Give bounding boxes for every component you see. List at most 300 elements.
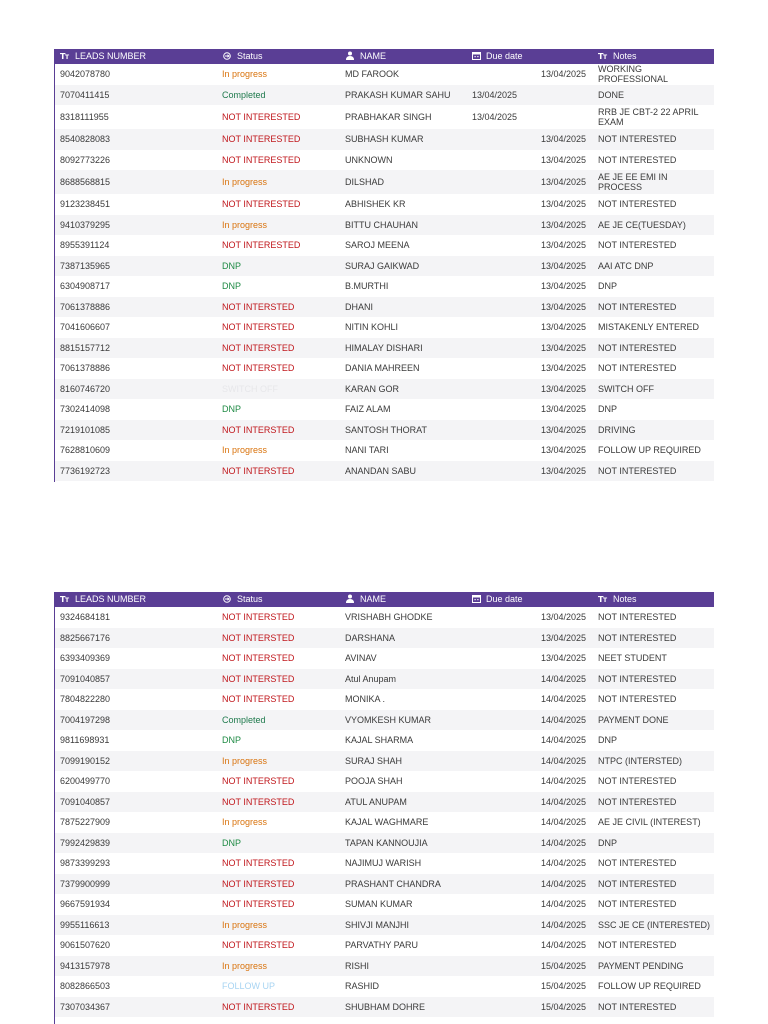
due-date-cell[interactable] — [466, 751, 532, 772]
name-cell[interactable]: ABHISHEK KR — [345, 199, 406, 210]
due-date-cell[interactable] — [466, 771, 532, 792]
notes-cell[interactable]: NOT INTERESTED — [598, 899, 677, 910]
notes-cell[interactable]: NOT INTERESTED — [598, 940, 677, 951]
leads-number-cell[interactable]: 9410379295 — [54, 215, 216, 236]
due-date-cell[interactable]: 15/04/2025 — [532, 997, 592, 1018]
leads-number-cell[interactable]: 7070411415 — [54, 85, 216, 106]
due-date-cell[interactable]: 14/04/2025 — [532, 792, 592, 813]
due-date-cell[interactable] — [466, 894, 532, 915]
leads-number-cell[interactable]: 8540828083 — [54, 129, 216, 150]
name-cell[interactable]: BITTU CHAUHAN — [339, 215, 466, 236]
header-name[interactable] — [339, 49, 466, 64]
name-cell[interactable]: HIMALAY DISHARI — [339, 338, 466, 359]
name-cell[interactable]: TAPAN KANNOUJIA — [339, 833, 466, 854]
due-date-cell[interactable] — [466, 792, 532, 813]
table-row[interactable] — [54, 915, 714, 936]
leads-number-cell[interactable]: 7992429839 — [54, 833, 216, 854]
notes-cell[interactable]: AE JE EE EMI IN PROCESS — [592, 170, 714, 194]
due-date-cell[interactable]: 14/04/2025 — [532, 710, 592, 731]
table-body — [54, 607, 714, 1017]
leads-number-cell[interactable]: 9413157978 — [54, 956, 216, 977]
table-row[interactable] — [54, 648, 714, 669]
due-date-cell[interactable]: 14/04/2025 — [532, 669, 592, 690]
due-date-cell[interactable] — [466, 669, 532, 690]
status-cell[interactable]: NOT INTERESTED — [222, 240, 301, 251]
due-date-cell[interactable] — [466, 461, 532, 482]
notes-cell[interactable]: NOT INTERESTED — [592, 461, 714, 482]
status-cell[interactable]: Completed — [216, 710, 339, 731]
status-cell[interactable]: NOT INTERSTED — [222, 694, 295, 705]
due-date-cell[interactable]: 14/04/2025 — [540, 940, 586, 951]
status-cell[interactable]: NOT INTERSTED — [222, 940, 295, 951]
leads-number-cell[interactable]: 7804822280 — [60, 694, 111, 705]
table-row[interactable] — [54, 894, 714, 915]
name-cell[interactable]: DILSHAD — [339, 170, 466, 194]
status-cell[interactable]: DNP — [222, 404, 242, 415]
person-icon — [345, 51, 355, 62]
status-cell[interactable]: NOT INTERSTED — [216, 461, 339, 482]
table-row[interactable] — [54, 85, 714, 106]
name-cell[interactable]: FAIZ ALAM — [345, 404, 391, 415]
status-cell[interactable]: In progress — [216, 915, 339, 936]
due-date-cell[interactable] — [466, 997, 532, 1018]
status-cell[interactable]: DNP — [216, 256, 339, 277]
status-cell[interactable]: In progress — [216, 751, 339, 772]
due-date-cell[interactable]: 13/04/2025 — [532, 129, 592, 150]
notes-cell[interactable]: DNP — [598, 404, 618, 415]
status-cell[interactable]: NOT INTERSTED — [216, 997, 339, 1018]
name-cell[interactable]: MONIKA . — [345, 694, 386, 705]
due-date-cell[interactable]: 13/04/2025 — [540, 404, 586, 415]
status-cell[interactable]: SWITCH OFF — [216, 379, 339, 400]
due-date-cell[interactable]: 13/04/2025 — [540, 363, 586, 374]
name-cell[interactable]: KARAN GOR — [339, 379, 466, 400]
header-label: LEADS NUMBER — [75, 51, 147, 62]
name-cell[interactable]: SHIVJI MANJHI — [339, 915, 466, 936]
leads-number-cell[interactable]: 9123238451 — [60, 199, 111, 210]
name-cell[interactable]: SUMAN KUMAR — [345, 899, 413, 910]
due-date-cell[interactable]: 14/04/2025 — [540, 858, 586, 869]
due-date-cell[interactable]: 14/04/2025 — [532, 833, 592, 854]
table-row[interactable] — [54, 399, 714, 420]
due-date-cell[interactable]: 13/04/2025 — [472, 112, 518, 122]
status-cell[interactable]: NOT INTERESTED — [222, 154, 301, 165]
name-cell[interactable]: SURAJ GAIKWAD — [339, 256, 466, 277]
table-row[interactable] — [54, 215, 714, 236]
due-date-cell[interactable]: 14/04/2025 — [532, 915, 592, 936]
status-cell[interactable]: NOT INTERSTED — [222, 612, 295, 623]
due-date-cell[interactable] — [466, 64, 532, 85]
due-date-cell[interactable] — [466, 710, 532, 731]
due-date-cell[interactable] — [532, 105, 592, 129]
leads-number-cell[interactable]: 7387135965 — [54, 256, 216, 277]
name-cell[interactable]: RASHID — [345, 981, 380, 992]
status-cell[interactable]: NOT INTERSTED — [222, 322, 295, 333]
due-date-cell[interactable]: 13/04/2025 — [532, 256, 592, 277]
name-cell[interactable]: PRAKASH KUMAR SAHU — [339, 85, 466, 106]
notes-cell[interactable]: FOLLOW UP REQUIRED — [598, 981, 701, 992]
table-row[interactable] — [54, 997, 714, 1018]
due-date-cell[interactable] — [466, 256, 532, 277]
due-date-cell[interactable] — [466, 812, 532, 833]
due-date-cell[interactable]: 13/04/2025 — [540, 69, 586, 80]
leads-number-cell[interactable]: 7061378886 — [60, 363, 111, 374]
name-cell[interactable]: SUBHASH KUMAR — [339, 129, 466, 150]
due-date-cell[interactable] — [466, 607, 532, 628]
name-cell[interactable]: ANANDAN SABU — [339, 461, 466, 482]
table-row[interactable] — [54, 792, 714, 813]
table-row[interactable] — [54, 669, 714, 690]
status-cell[interactable]: In progress — [222, 69, 268, 80]
name-cell[interactable]: PRABHAKAR SINGH — [345, 112, 432, 122]
header-status[interactable] — [216, 49, 339, 64]
name-cell[interactable]: SANTOSH THORAT — [339, 420, 466, 441]
leads-number-cell[interactable]: 8318111955 — [60, 112, 109, 122]
leads-number-cell[interactable]: 7004197298 — [54, 710, 216, 731]
leads-number-cell[interactable]: 7061378886 — [54, 297, 216, 318]
table-row[interactable] — [54, 297, 714, 318]
name-cell[interactable]: NITIN KOHLI — [345, 322, 399, 333]
due-date-cell[interactable] — [466, 317, 532, 338]
notes-cell[interactable]: NOT INTERESTED — [592, 297, 714, 318]
leads-number-cell[interactable]: 7875227909 — [60, 817, 111, 828]
notes-cell[interactable]: WORKING PROFESSIONAL — [598, 64, 669, 85]
leads-number-cell[interactable]: 9955116613 — [54, 915, 216, 936]
leads-number-cell[interactable]: 9324684181 — [60, 612, 111, 623]
due-date-cell[interactable]: 14/04/2025 — [532, 874, 592, 895]
leads-number-cell[interactable]: 9667591934 — [60, 899, 111, 910]
due-date-cell[interactable]: 15/04/2025 — [532, 956, 592, 977]
table-row[interactable] — [54, 358, 714, 379]
status-cell[interactable]: In progress — [222, 817, 268, 828]
notes-cell[interactable]: SSC JE CE (INTERESTED) — [592, 915, 714, 936]
leads-number-cell[interactable]: 8825667176 — [54, 628, 216, 649]
notes-cell[interactable]: DONE — [592, 85, 714, 106]
name-cell[interactable]: KAJAL SHARMA — [345, 735, 414, 746]
notes-cell[interactable]: DNP — [598, 281, 618, 292]
table-row[interactable] — [54, 276, 714, 297]
due-date-cell[interactable]: 13/04/2025 — [540, 240, 586, 251]
table-row[interactable] — [54, 833, 714, 854]
leads-number-cell[interactable]: 6304908717 — [60, 281, 111, 292]
notes-cell[interactable]: FOLLOW UP REQUIRED — [598, 445, 701, 456]
due-date-cell[interactable] — [466, 194, 532, 215]
name-cell[interactable]: RISHI — [339, 956, 466, 977]
due-date-cell[interactable] — [466, 338, 532, 359]
table-row[interactable] — [54, 338, 714, 359]
svg-text:T: T — [65, 53, 70, 60]
due-date-cell[interactable]: 13/04/2025 — [532, 628, 592, 649]
due-date-cell[interactable]: 13/04/2025 — [540, 322, 586, 333]
due-date-cell[interactable] — [466, 440, 532, 461]
notes-cell[interactable]: DRIVING — [592, 420, 714, 441]
due-date-cell[interactable]: 15/04/2025 — [540, 981, 586, 992]
status-cell[interactable]: NOT INTERSTED — [216, 628, 339, 649]
notes-cell[interactable]: SWITCH OFF — [592, 379, 714, 400]
status-cell[interactable]: NOT INTERSTED — [216, 792, 339, 813]
notes-cell[interactable]: NOT INTERESTED — [592, 874, 714, 895]
notes-cell[interactable]: NTPC (INTERSTED) — [592, 751, 714, 772]
leads-number-cell[interactable]: 8092773226 — [60, 154, 111, 165]
table-row[interactable] — [54, 461, 714, 482]
header-name[interactable] — [339, 592, 466, 607]
header-leads-number[interactable] — [54, 49, 216, 64]
due-date-cell[interactable] — [466, 276, 532, 297]
status-circle-icon — [222, 52, 232, 62]
status-cell[interactable]: DNP — [216, 833, 339, 854]
svg-text:T: T — [598, 51, 604, 60]
notes-cell[interactable]: NOT INTERESTED — [592, 997, 714, 1018]
leads-number-cell[interactable]: 8160746720 — [54, 379, 216, 400]
due-date-cell[interactable]: 13/04/2025 — [540, 154, 586, 165]
status-cell[interactable]: NOT INTERSTED — [216, 669, 339, 690]
table-row[interactable] — [54, 235, 714, 256]
due-date-cell[interactable] — [466, 730, 532, 751]
status-cell[interactable]: NOT INTERSTED — [216, 420, 339, 441]
notes-cell[interactable]: NOT INTERESTED — [598, 199, 677, 210]
table-row[interactable] — [54, 730, 714, 751]
header-due-date[interactable] — [466, 592, 592, 607]
name-cell[interactable]: AVINAV — [345, 653, 377, 664]
due-date-cell[interactable]: 13/04/2025 — [540, 199, 586, 210]
table-row[interactable] — [54, 317, 714, 338]
due-date-cell[interactable]: 13/04/2025 — [532, 461, 592, 482]
due-date-cell[interactable]: 14/04/2025 — [540, 735, 586, 746]
name-cell[interactable]: ATUL ANUPAM — [339, 792, 466, 813]
table-row[interactable] — [54, 771, 714, 792]
notes-cell[interactable]: AE JE CIVIL (INTEREST) — [598, 817, 701, 828]
table-row[interactable] — [54, 170, 714, 194]
status-cell[interactable]: NOT INTERSTED — [222, 776, 295, 787]
table-row[interactable] — [54, 194, 714, 215]
leads-number-cell[interactable]: 9042078780 — [60, 69, 111, 80]
notes-cell[interactable]: MISTAKENLY ENTERED — [598, 322, 700, 333]
leads-number-cell[interactable]: 9811698931 — [60, 735, 110, 746]
name-cell[interactable]: MD FAROOK — [345, 69, 400, 80]
table-row[interactable] — [54, 256, 714, 277]
name-cell[interactable]: SHUBHAM DOHRE — [339, 997, 466, 1018]
due-date-cell[interactable] — [466, 358, 532, 379]
due-date-cell[interactable]: 14/04/2025 — [532, 751, 592, 772]
notes-cell[interactable]: NOT INTERESTED — [598, 240, 677, 251]
notes-cell[interactable]: RRB JE CBT-2 22 APRIL EXAM — [598, 107, 699, 127]
due-date-cell[interactable] — [466, 648, 532, 669]
leads-number-cell[interactable]: 8082866503 — [60, 981, 111, 992]
due-date-cell[interactable] — [466, 833, 532, 854]
name-cell[interactable]: DANIA MAHREEN — [345, 363, 420, 374]
status-cell[interactable]: NOT INTERESTED — [222, 112, 301, 122]
notes-cell[interactable]: NOT INTERESTED — [598, 154, 677, 165]
due-date-cell[interactable] — [466, 935, 532, 956]
leads-number-cell[interactable]: 6200499770 — [60, 776, 111, 787]
due-date-cell[interactable] — [466, 129, 532, 150]
due-date-cell[interactable] — [466, 379, 532, 400]
due-date-cell[interactable]: 13/04/2025 — [532, 379, 592, 400]
table-row[interactable] — [54, 853, 714, 874]
status-cell[interactable]: DNP — [222, 735, 242, 746]
table-row[interactable] — [54, 874, 714, 895]
leads-number-cell[interactable]: 8955391124 — [60, 240, 110, 251]
leads-number-cell[interactable]: 9061507620 — [60, 940, 111, 951]
leads-number-cell[interactable]: 7379900999 — [54, 874, 216, 895]
name-cell[interactable]: SURAJ SHAH — [339, 751, 466, 772]
header-label: LEADS NUMBER — [75, 594, 147, 605]
notes-cell[interactable]: NOT INTERESTED — [598, 694, 677, 705]
due-date-cell[interactable]: 13/04/2025 — [540, 653, 586, 664]
notes-cell[interactable]: NOT INTERESTED — [592, 669, 714, 690]
notes-cell[interactable]: PAYMENT PENDING — [592, 956, 714, 977]
due-date-cell[interactable] — [466, 628, 532, 649]
name-cell[interactable]: UNKNOWN — [345, 154, 393, 165]
status-cell[interactable]: NOT INTERESTED — [222, 199, 301, 210]
status-cell[interactable]: In progress — [216, 215, 339, 236]
svg-text:T: T — [60, 51, 66, 60]
name-cell[interactable]: POOJA SHAH — [345, 776, 403, 787]
due-date-cell[interactable]: 13/04/2025 — [540, 445, 586, 456]
name-cell[interactable]: NAJIMUJ WARISH — [345, 858, 422, 869]
due-date-cell[interactable] — [466, 297, 532, 318]
leads-number-cell[interactable]: 7307034367 — [54, 997, 216, 1018]
due-date-cell[interactable] — [466, 235, 532, 256]
due-date-cell[interactable] — [466, 976, 532, 997]
notes-cell[interactable]: NOT INTERESTED — [598, 858, 677, 869]
due-date-cell[interactable]: 13/04/2025 — [540, 281, 586, 292]
notes-cell[interactable]: NOT INTERESTED — [598, 612, 677, 623]
header-notes[interactable] — [592, 592, 714, 607]
table-row[interactable] — [54, 105, 714, 129]
name-cell[interactable]: PARVATHY PARU — [345, 940, 419, 951]
leads-number-cell[interactable]: 9873399293 — [60, 858, 111, 869]
table-row[interactable] — [54, 420, 714, 441]
status-cell[interactable]: NOT INTERSTED — [222, 363, 295, 374]
due-date-cell[interactable]: 13/04/2025 — [532, 297, 592, 318]
status-cell[interactable]: NOT INTERSTED — [216, 297, 339, 318]
status-cell[interactable]: Completed — [216, 85, 339, 106]
table-row[interactable] — [54, 812, 714, 833]
due-date-cell[interactable] — [466, 915, 532, 936]
table-row[interactable] — [54, 129, 714, 150]
leads-number-cell[interactable]: 8815157712 — [54, 338, 216, 359]
due-date-cell[interactable]: 13/04/2025 — [532, 170, 592, 194]
due-date-cell[interactable]: 13/04/2025 — [540, 612, 586, 623]
due-date-cell[interactable] — [466, 956, 532, 977]
notes-cell[interactable]: NEET STUDENT — [598, 653, 667, 664]
leads-number-cell[interactable]: 7091040857 — [54, 669, 216, 690]
table-row[interactable] — [54, 64, 714, 85]
table-row[interactable] — [54, 751, 714, 772]
due-date-cell[interactable]: 14/04/2025 — [540, 899, 586, 910]
due-date-cell[interactable]: 13/04/2025 — [532, 215, 592, 236]
due-date-cell[interactable]: 14/04/2025 — [540, 776, 586, 787]
leads-number-cell[interactable]: 8688568815 — [54, 170, 216, 194]
table-row[interactable] — [54, 628, 714, 649]
leads-number-cell[interactable]: 7736192723 — [54, 461, 216, 482]
status-cell[interactable]: NOT INTERSTED — [216, 338, 339, 359]
table-row[interactable] — [54, 689, 714, 710]
table-row[interactable] — [54, 976, 714, 997]
status-cell[interactable]: DNP — [222, 281, 242, 292]
table-row[interactable] — [54, 935, 714, 956]
notes-cell[interactable]: NOT INTERESTED — [592, 628, 714, 649]
name-cell[interactable]: VYOMKESH KUMAR — [339, 710, 466, 731]
table-row[interactable] — [54, 710, 714, 731]
name-cell[interactable]: DARSHANA — [339, 628, 466, 649]
due-date-cell[interactable] — [466, 689, 532, 710]
notes-cell[interactable]: AE JE CE(TUESDAY) — [592, 215, 714, 236]
status-cell[interactable]: In progress — [222, 445, 268, 456]
status-cell[interactable]: In progress — [216, 956, 339, 977]
status-cell[interactable]: NOT INTERESTED — [216, 129, 339, 150]
due-date-cell[interactable]: 13/04/2025 — [466, 85, 532, 106]
table-row[interactable] — [54, 956, 714, 977]
status-cell[interactable]: FOLLOW UP — [222, 981, 276, 992]
name-cell[interactable]: VRISHABH GHODKE — [345, 612, 433, 623]
name-cell[interactable]: B.MURTHI — [345, 281, 389, 292]
due-date-cell[interactable] — [466, 420, 532, 441]
header-status[interactable] — [216, 592, 339, 607]
leads-number-cell[interactable]: 7628810609 — [60, 445, 111, 456]
notes-cell[interactable]: NOT INTERESTED — [598, 776, 677, 787]
header-due-date[interactable] — [466, 49, 592, 64]
header-leads-number[interactable] — [54, 592, 216, 607]
status-cell[interactable]: In progress — [216, 170, 339, 194]
name-cell[interactable]: KAJAL WAGHMARE — [345, 817, 429, 828]
status-cell[interactable]: NOT INTERSTED — [222, 653, 295, 664]
notes-cell[interactable]: NOT INTERESTED — [592, 338, 714, 359]
status-cell[interactable]: NOT INTERSTED — [222, 858, 295, 869]
table-row[interactable] — [54, 150, 714, 171]
table-left-border — [54, 64, 55, 482]
notes-cell[interactable]: DNP — [598, 735, 618, 746]
due-date-cell[interactable] — [466, 399, 532, 420]
header-notes[interactable] — [592, 49, 714, 64]
due-date-cell[interactable] — [466, 853, 532, 874]
due-date-cell[interactable]: 13/04/2025 — [532, 420, 592, 441]
notes-cell[interactable]: NOT INTERESTED — [592, 129, 714, 150]
due-date-cell[interactable]: 13/04/2025 — [532, 338, 592, 359]
name-cell[interactable]: Atul Anupam — [339, 669, 466, 690]
leads-number-cell[interactable]: 7219101085 — [54, 420, 216, 441]
due-date-cell[interactable] — [466, 215, 532, 236]
due-date-cell[interactable]: 14/04/2025 — [540, 694, 586, 705]
name-cell[interactable]: SAROJ MEENA — [345, 240, 410, 251]
table-row[interactable] — [54, 440, 714, 461]
notes-cell[interactable]: NOT INTERESTED — [592, 792, 714, 813]
header-label: Status — [237, 51, 263, 62]
notes-cell[interactable]: AAI ATC DNP — [592, 256, 714, 277]
leads-number-cell[interactable]: 7091040857 — [54, 792, 216, 813]
leads-number-cell[interactable]: 7099190152 — [54, 751, 216, 772]
notes-cell[interactable]: NOT INTERESTED — [598, 363, 677, 374]
due-date-cell[interactable] — [466, 170, 532, 194]
due-date-cell[interactable]: 14/04/2025 — [540, 817, 586, 828]
due-date-cell[interactable] — [532, 85, 592, 106]
notes-cell[interactable]: PAYMENT DONE — [592, 710, 714, 731]
table-row[interactable] — [54, 607, 714, 628]
name-cell[interactable]: PRASHANT CHANDRA — [339, 874, 466, 895]
name-cell[interactable]: NANI TARI — [345, 445, 389, 456]
due-date-cell[interactable] — [466, 874, 532, 895]
leads-number-cell[interactable]: 7041606607 — [60, 322, 111, 333]
status-cell[interactable]: NOT INTERSTED — [222, 899, 295, 910]
due-date-cell[interactable] — [466, 150, 532, 171]
leads-number-cell[interactable]: 6393409369 — [60, 653, 111, 664]
notes-cell[interactable]: DNP — [592, 833, 714, 854]
status-cell[interactable]: NOT INTERSTED — [216, 874, 339, 895]
name-cell[interactable]: DHANI — [339, 297, 466, 318]
leads-number-cell[interactable]: 7302414098 — [60, 404, 111, 415]
table-row[interactable] — [54, 379, 714, 400]
